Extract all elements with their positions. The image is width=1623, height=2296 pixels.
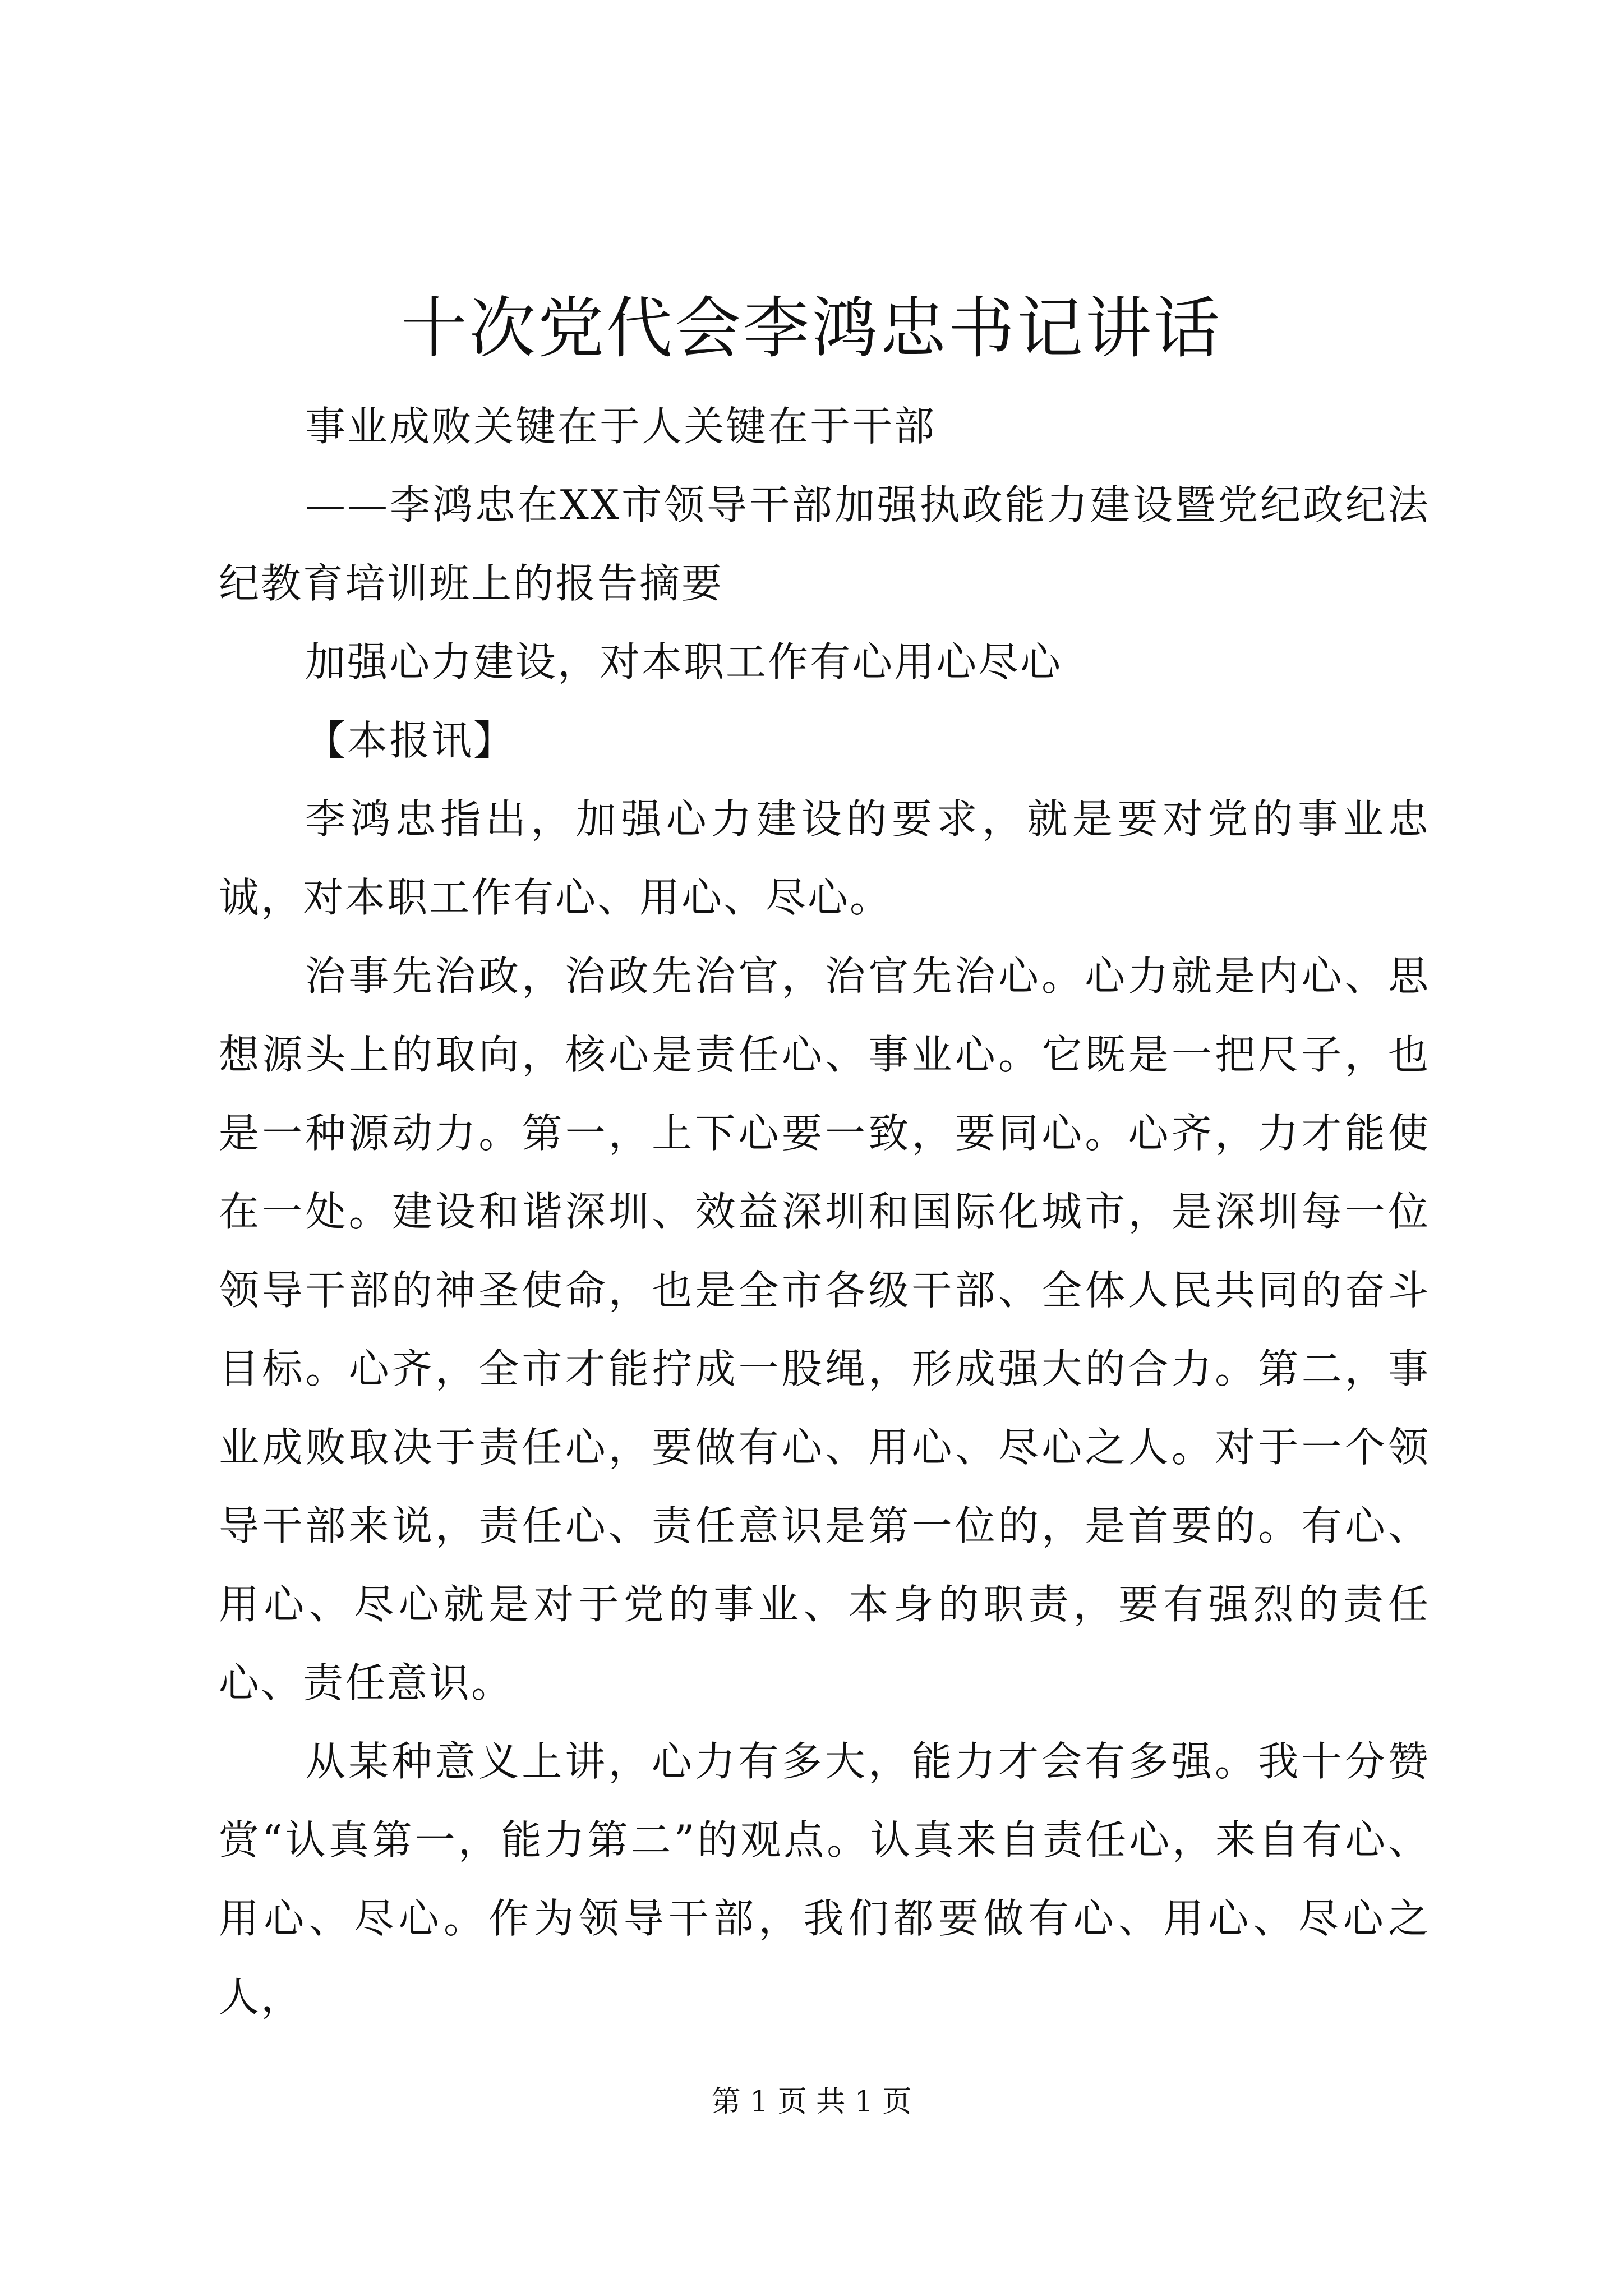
news-tag-paragraph: 【本报讯】 <box>305 717 516 764</box>
document-title: 十次党代会李鸿忠书记讲话 <box>400 289 1222 367</box>
page-number-footer: 第 1 页 共 1 页 <box>711 2085 912 2119</box>
subtitle-paragraph: 事业成败关键在于人关键在于干部 <box>305 403 937 450</box>
body-paragraph: 从某种意义上讲，心力有多大，能力才会有多强。我十分赞赏“认真第一，能力第二”的观点。认真来自责任心，来自有心、用心、尽心。作为领导干部，我们都要做有心、用心、尽心之人， <box>219 1738 1430 2021</box>
body-paragraph: 李鸿忠指出，加强心力建设的要求，就是要对党的事业忠诚，对本职工作有心、用心、尽心。 <box>219 795 1430 921</box>
report-source-paragraph: ——李鸿忠在XX市领导干部加强执政能力建设暨党纪政纪法纪教育培训班上的报告摘要 <box>219 481 1430 607</box>
body-paragraph: 治事先治政，治政先治官，治官先治心。心力就是内心、思想源头上的取向，核心是责任心、事业心。它既是一把尺子，也是一种源动力。第一，上下心要一致，要同心。心齐，力才能使在一处。建设和谐深圳、效益深圳和国际化城市，是深圳每一位领导干部的神圣使命，也是全市各级干部、全体人民共同的奋斗目标。心齐，全市才能拧成一股绳，形成强大的合力。第二，事业成败取决于责任心，要做有心、用心、尽心之人。对于一个领导干部来说，责任心、责任意识是第一位的，是首要的。有心、用心、尽心就是对于党的事业、本身的职责，要有强烈的责任心、责任意识。 <box>219 953 1430 1706</box>
section-heading-paragraph: 加强心力建设，对本职工作有心用心尽心 <box>305 638 1063 685</box>
document-body <box>219 387 1430 2036</box>
